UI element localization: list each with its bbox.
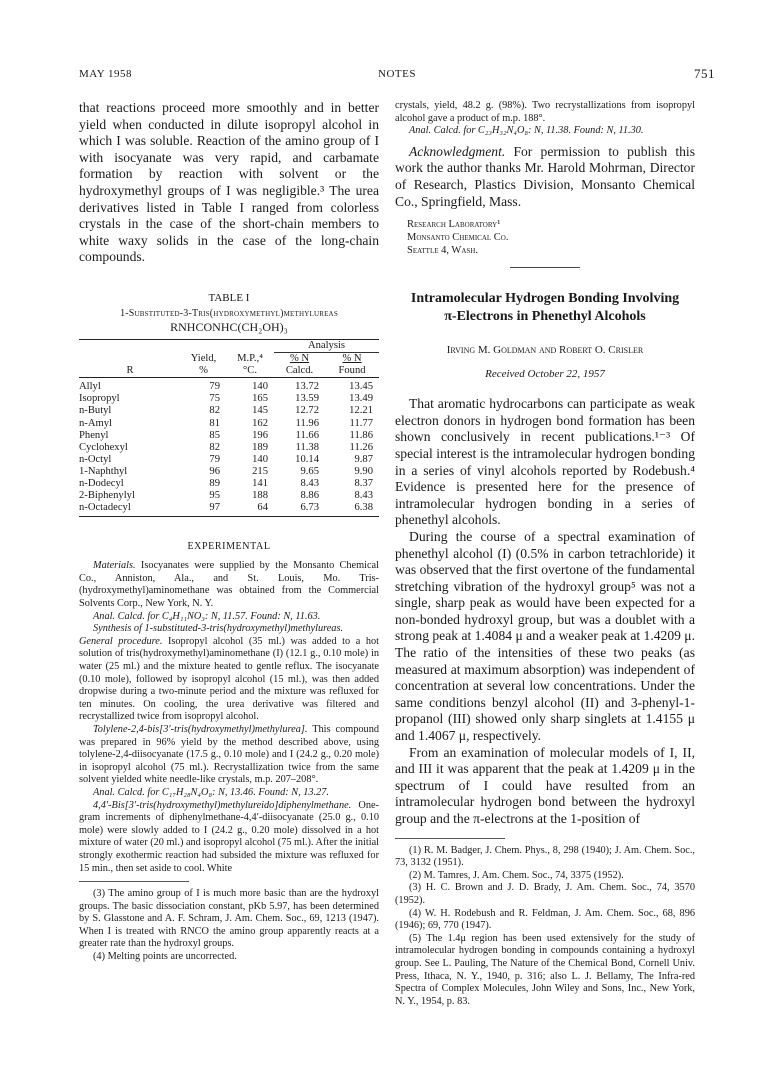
table-row xyxy=(79,478,379,490)
analysis-1: Anal. Calcd. for C₄H₁₁NO₃: N, 11.57. Found: N, 11.63. xyxy=(93,610,321,622)
table-row xyxy=(79,430,379,442)
row-mp: 215 xyxy=(252,465,268,477)
row-calcd: 11.66 xyxy=(295,429,319,441)
row-found: 6.38 xyxy=(354,502,373,514)
received-date: Received October 22, 1957 xyxy=(485,368,605,381)
ref-3: (3) H. C. Brown and J. D. Brady, J. Am. Chem. Soc., 74, 3570 (1952). xyxy=(395,882,695,906)
row-name: Cyclohexyl xyxy=(79,441,128,453)
tolylene-paragraph: Tolylene-2,4-bis[3′-tris(hydroxymethyl)methylurea]. This compound was prepared in 96% yield by the method described above, using tolylene-2,4-diisocyanate (17.5 g., 0.10 mole) and I (24.2 g., 0.20 mole) in isopropyl alcohol (75 ml.). Recrystallization twice from the same solvent yielded white needle-like crystals, m.p. 207–208°. xyxy=(79,723,379,786)
row-calcd: 8.43 xyxy=(300,477,319,489)
row-found: 13.45 xyxy=(349,381,373,393)
row-calcd: 13.59 xyxy=(295,393,319,405)
yield-header: Yield, xyxy=(190,352,217,364)
general-procedure: General procedure. Isopropyl alcohol (35 ml.) was added to a hot solution of tris(hydroxymethyl)aminomethane (I) (12.1 g., 0.10 mole) in water (25 ml.) and the mixture heated to gentle reflux. The isocyanate (0.10 mole), followed by isopropyl alcohol (15 ml.), was then added dropwise during a two-minute period and the mixture was refluxed for ten minutes. On cooling, the urea derivative was filtered and recrystallized twice from isopropyl alcohol. xyxy=(79,635,379,723)
row-name: 2-Biphenylyl xyxy=(79,490,135,502)
row-mp: 140 xyxy=(252,453,268,465)
row-yield: 89 xyxy=(209,477,220,489)
calcd-n-header: % N xyxy=(289,353,310,365)
footnote-rule xyxy=(79,881,189,882)
row-found: 13.49 xyxy=(349,393,373,405)
found-header: Found xyxy=(338,365,366,377)
table-row xyxy=(79,393,379,405)
experimental-heading: EXPERIMENTAL xyxy=(187,541,271,553)
page-number: 751 xyxy=(694,66,715,81)
ref-4: (4) W. H. Rodebush and R. Feldman, J. Am. Chem. Soc., 68, 896 (1946); 69, 770 (1947). xyxy=(395,907,695,932)
yield-unit: % xyxy=(199,365,208,377)
row-yield: 82 xyxy=(209,405,220,417)
right-column xyxy=(395,100,695,1008)
table-row xyxy=(79,405,379,417)
materials-paragraph: Materials. Isocyanates were supplied by the Monsanto Chemical Co., Anniston, Ala., and St. Louis, Mo. Tris-(hydroxymethyl)aminomethane was obtained from the Commercial Solvents Corp., New York, N. Y. xyxy=(79,560,379,610)
row-calcd: 10.14 xyxy=(295,453,319,465)
row-name: n-Butyl xyxy=(79,405,112,417)
found-n-header: % N xyxy=(342,353,362,365)
mp-unit: °C. xyxy=(243,365,257,377)
paragraph-3: From an examination of molecular models of I, II, and III it was apparent that the peak at 1.4209 μ in the spectrum of I could have resulted from an intramolecular hydrogen bond between the hydroxyl group and the π-electrons at the 1-position of xyxy=(395,744,695,826)
table-row xyxy=(79,466,379,478)
section-name: NOTES xyxy=(378,68,416,80)
row-name: n-Octadecyl xyxy=(79,502,131,514)
continued-paragraph: crystals, yield, 48.2 g. (98%). Two recrystallizations from isopropyl alcohol gave a product of m.p. 188°. xyxy=(395,100,695,124)
article-title-line-1: Intramolecular Hydrogen Bonding Involving xyxy=(410,291,680,307)
row-mp: 189 xyxy=(252,441,268,453)
ref-2: (2) M. Tamres, J. Am. Chem. Soc., 74, 3375 (1952). xyxy=(409,869,624,881)
intro-paragraph: that reactions proceed more smoothly and in better yield when conducted in dilute isopropyl alcohol in which I was soluble. Reaction of the amino group of I with isocyanate was very rapid, and carbamate formation by reaction with solvent or the hydroxymethyl groups of I was negligible.³ The urea derivatives listed in Table I ranged from colorless crystals in the case of the short-chain members to white waxy solids in the case of the long-chain compounds. xyxy=(79,100,379,265)
left-column xyxy=(79,100,379,964)
row-yield: 97 xyxy=(209,502,220,514)
footnote-3: (3) The amino group of I is much more basic than are the hydroxyl groups. The basic dissociation constant, pKb 5.97, has been determined by S. Glasstone and A. F. Schram, J. Am. Chem. Soc., 69, 1213 (1947). When I is treated with RNCO the amino group apparently reacts at a greater rate than the hydroxyl groups. xyxy=(79,888,379,950)
row-name: n-Dodecyl xyxy=(79,477,124,489)
row-calcd: 9.65 xyxy=(300,465,319,477)
row-yield: 79 xyxy=(209,453,220,465)
row-name: n-Octyl xyxy=(79,453,112,465)
table-row xyxy=(79,454,379,466)
row-found: 11.26 xyxy=(349,441,373,453)
row-mp: 141 xyxy=(252,477,268,489)
table-row xyxy=(79,381,379,393)
ref-1: (1) R. M. Badger, J. Chem. Phys., 8, 298 (1940); J. Am. Chem. Soc., 73, 3132 (1951). xyxy=(395,844,695,869)
row-calcd: 13.72 xyxy=(295,381,319,393)
address-line-1: Research Laboratory¹ xyxy=(407,219,501,231)
address-line-2: Monsanto Chemical Co. xyxy=(407,232,509,244)
row-found: 9.87 xyxy=(354,453,373,465)
row-yield: 96 xyxy=(209,465,220,477)
journal-date: MAY 1958 xyxy=(79,68,133,80)
row-found: 8.43 xyxy=(354,490,373,502)
row-yield: 85 xyxy=(209,429,220,441)
row-name: n-Amyl xyxy=(79,417,112,429)
row-yield: 95 xyxy=(209,490,220,502)
row-mp: 162 xyxy=(252,417,268,429)
bis-paragraph: 4,4′-Bis[3′-tris(hydroxymethyl)methylureido]diphenylmethane. One-gram increments of diphenylmethane-4,4′-diisocyanate (25.0 g., 0.10 mole) were slowly added to I (24.2 g., 0.20 mole) dissolved in a hot mixture of water (20 ml.) and isopropyl alcohol (75 ml.). After the initial strongly exothermic reaction had subsided the mixture was refluxed for 15 min., then set aside to cool. White xyxy=(79,799,379,874)
row-yield: 79 xyxy=(209,381,220,393)
row-name: Allyl xyxy=(79,381,101,393)
authors: Irving M. Goldman and Robert O. Crisler xyxy=(446,344,644,357)
row-calcd: 12.72 xyxy=(295,405,319,417)
footnote-4: (4) Melting points are uncorrected. xyxy=(93,951,237,963)
row-mp: 64 xyxy=(257,502,268,514)
row-name: 1-Naphthyl xyxy=(79,465,128,477)
row-found: 12.21 xyxy=(349,405,373,417)
r-header: R xyxy=(126,365,134,377)
calcd-header: Calcd. xyxy=(285,365,314,377)
table-row xyxy=(79,490,379,502)
urea-table xyxy=(79,340,379,514)
synthesis-heading: Synthesis of 1-substituted-3-tris(hydroxymethyl)methylureas. xyxy=(93,623,344,635)
ref-5: (5) The 1.4μ region has been used extensively for the study of intramolecular hydrogen bonding in compounds containing a hydroxyl group. See L. Pauling, The Nature of the Chemical Bond, Cornell Univ. Press, Ithaca, N. Y., 1940, p. 316; also L. J. Bellamy, The Infra-red Spectra of Complex Molecules, John Wiley and Sons, Inc., New York, N. Y., 1954, p. 83. xyxy=(395,932,695,1007)
row-yield: 75 xyxy=(209,393,220,405)
table-row xyxy=(79,442,379,454)
row-name: Isopropyl xyxy=(79,393,120,405)
row-mp: 145 xyxy=(252,405,268,417)
table-header-row-3 xyxy=(79,365,379,378)
row-found: 11.77 xyxy=(349,417,373,429)
analysis-header: Analysis xyxy=(274,340,379,353)
table-title: TABLE I xyxy=(208,291,250,304)
row-mp: 188 xyxy=(252,490,268,502)
table-row xyxy=(79,502,379,514)
row-found: 9.90 xyxy=(354,465,373,477)
row-calcd: 6.73 xyxy=(300,502,319,514)
row-mp: 165 xyxy=(252,393,268,405)
acknowledgment: Acknowledgment. For permission to publish this work the author thanks Mr. Harold Mohrman, Director of Research, Plastics Division, Monsanto Chemical Co., Springfield, Mass. xyxy=(395,143,695,209)
row-yield: 81 xyxy=(209,417,220,429)
page-header xyxy=(79,68,715,84)
paragraph-2: During the course of a spectral examination of phenethyl alcohol (I) (0.5% in carbon tetrachloride) it was observed that the first overtone of the fundamental stretching vibration of the hydroxyl group⁵ was not a single, sharp peak as would have been expected for a non-bonded hydroxyl group, but was a doublet with a strong peak at 1.4084 μ and a weaker peak at 1.4209 μ. The ratio of the intensities of these two peaks (as measured at maximum absorption) was independent of concentration at several low concentrations. Under the same conditions benzyl alcohol (II) and 3-phenyl-1-propanol (III) showed only sharp singlets at 1.4155 μ and 1.4067 μ, respectively. xyxy=(395,528,695,744)
row-found: 8.37 xyxy=(354,477,373,489)
table-caption: 1-Substituted-3-Tris(hydroxymethyl)methylureas xyxy=(120,307,338,319)
row-mp: 140 xyxy=(252,381,268,393)
article-title-line-2: π-Electrons in Phenethyl Alcohols xyxy=(444,309,646,325)
analysis-2: Anal. Calcd. for C₁₇H₂₈N₄O₈: N, 13.46. Found: N, 13.27. xyxy=(93,786,329,798)
address-line-3: Seattle 4, Wash. xyxy=(407,245,478,257)
mp-header: M.P.,⁴ xyxy=(237,352,263,364)
table-formula: RNHCONHC(CH₂OH)₃ xyxy=(170,319,288,334)
row-name: Phenyl xyxy=(79,429,109,441)
analysis-3: Anal. Calcd. for C₂₃H₃₂N₄O₈: N, 11.38. Found: N, 11.30. xyxy=(409,125,644,137)
row-yield: 82 xyxy=(209,441,220,453)
table-row xyxy=(79,418,379,430)
row-mp: 196 xyxy=(252,429,268,441)
row-found: 11.86 xyxy=(349,429,373,441)
paragraph-1: That aromatic hydrocarbons can participate as weak electron donors in hydrogen bond formation has been shown conclusively in recent publications.¹⁻³ Of special interest is the intramolecular hydrogen bonding in a series of vinyl alcohols reported by Rodebush.⁴ Evidence is presented here for the presence of intramolecular hydrogen bonding in a series of phenethyl alcohols. xyxy=(395,396,695,528)
row-calcd: 11.38 xyxy=(295,441,319,453)
footnote-rule-right xyxy=(395,838,505,839)
row-calcd: 11.96 xyxy=(295,417,319,429)
table-header-row-2 xyxy=(79,353,379,366)
row-calcd: 8.86 xyxy=(300,490,319,502)
table-header-row-1 xyxy=(79,340,379,353)
